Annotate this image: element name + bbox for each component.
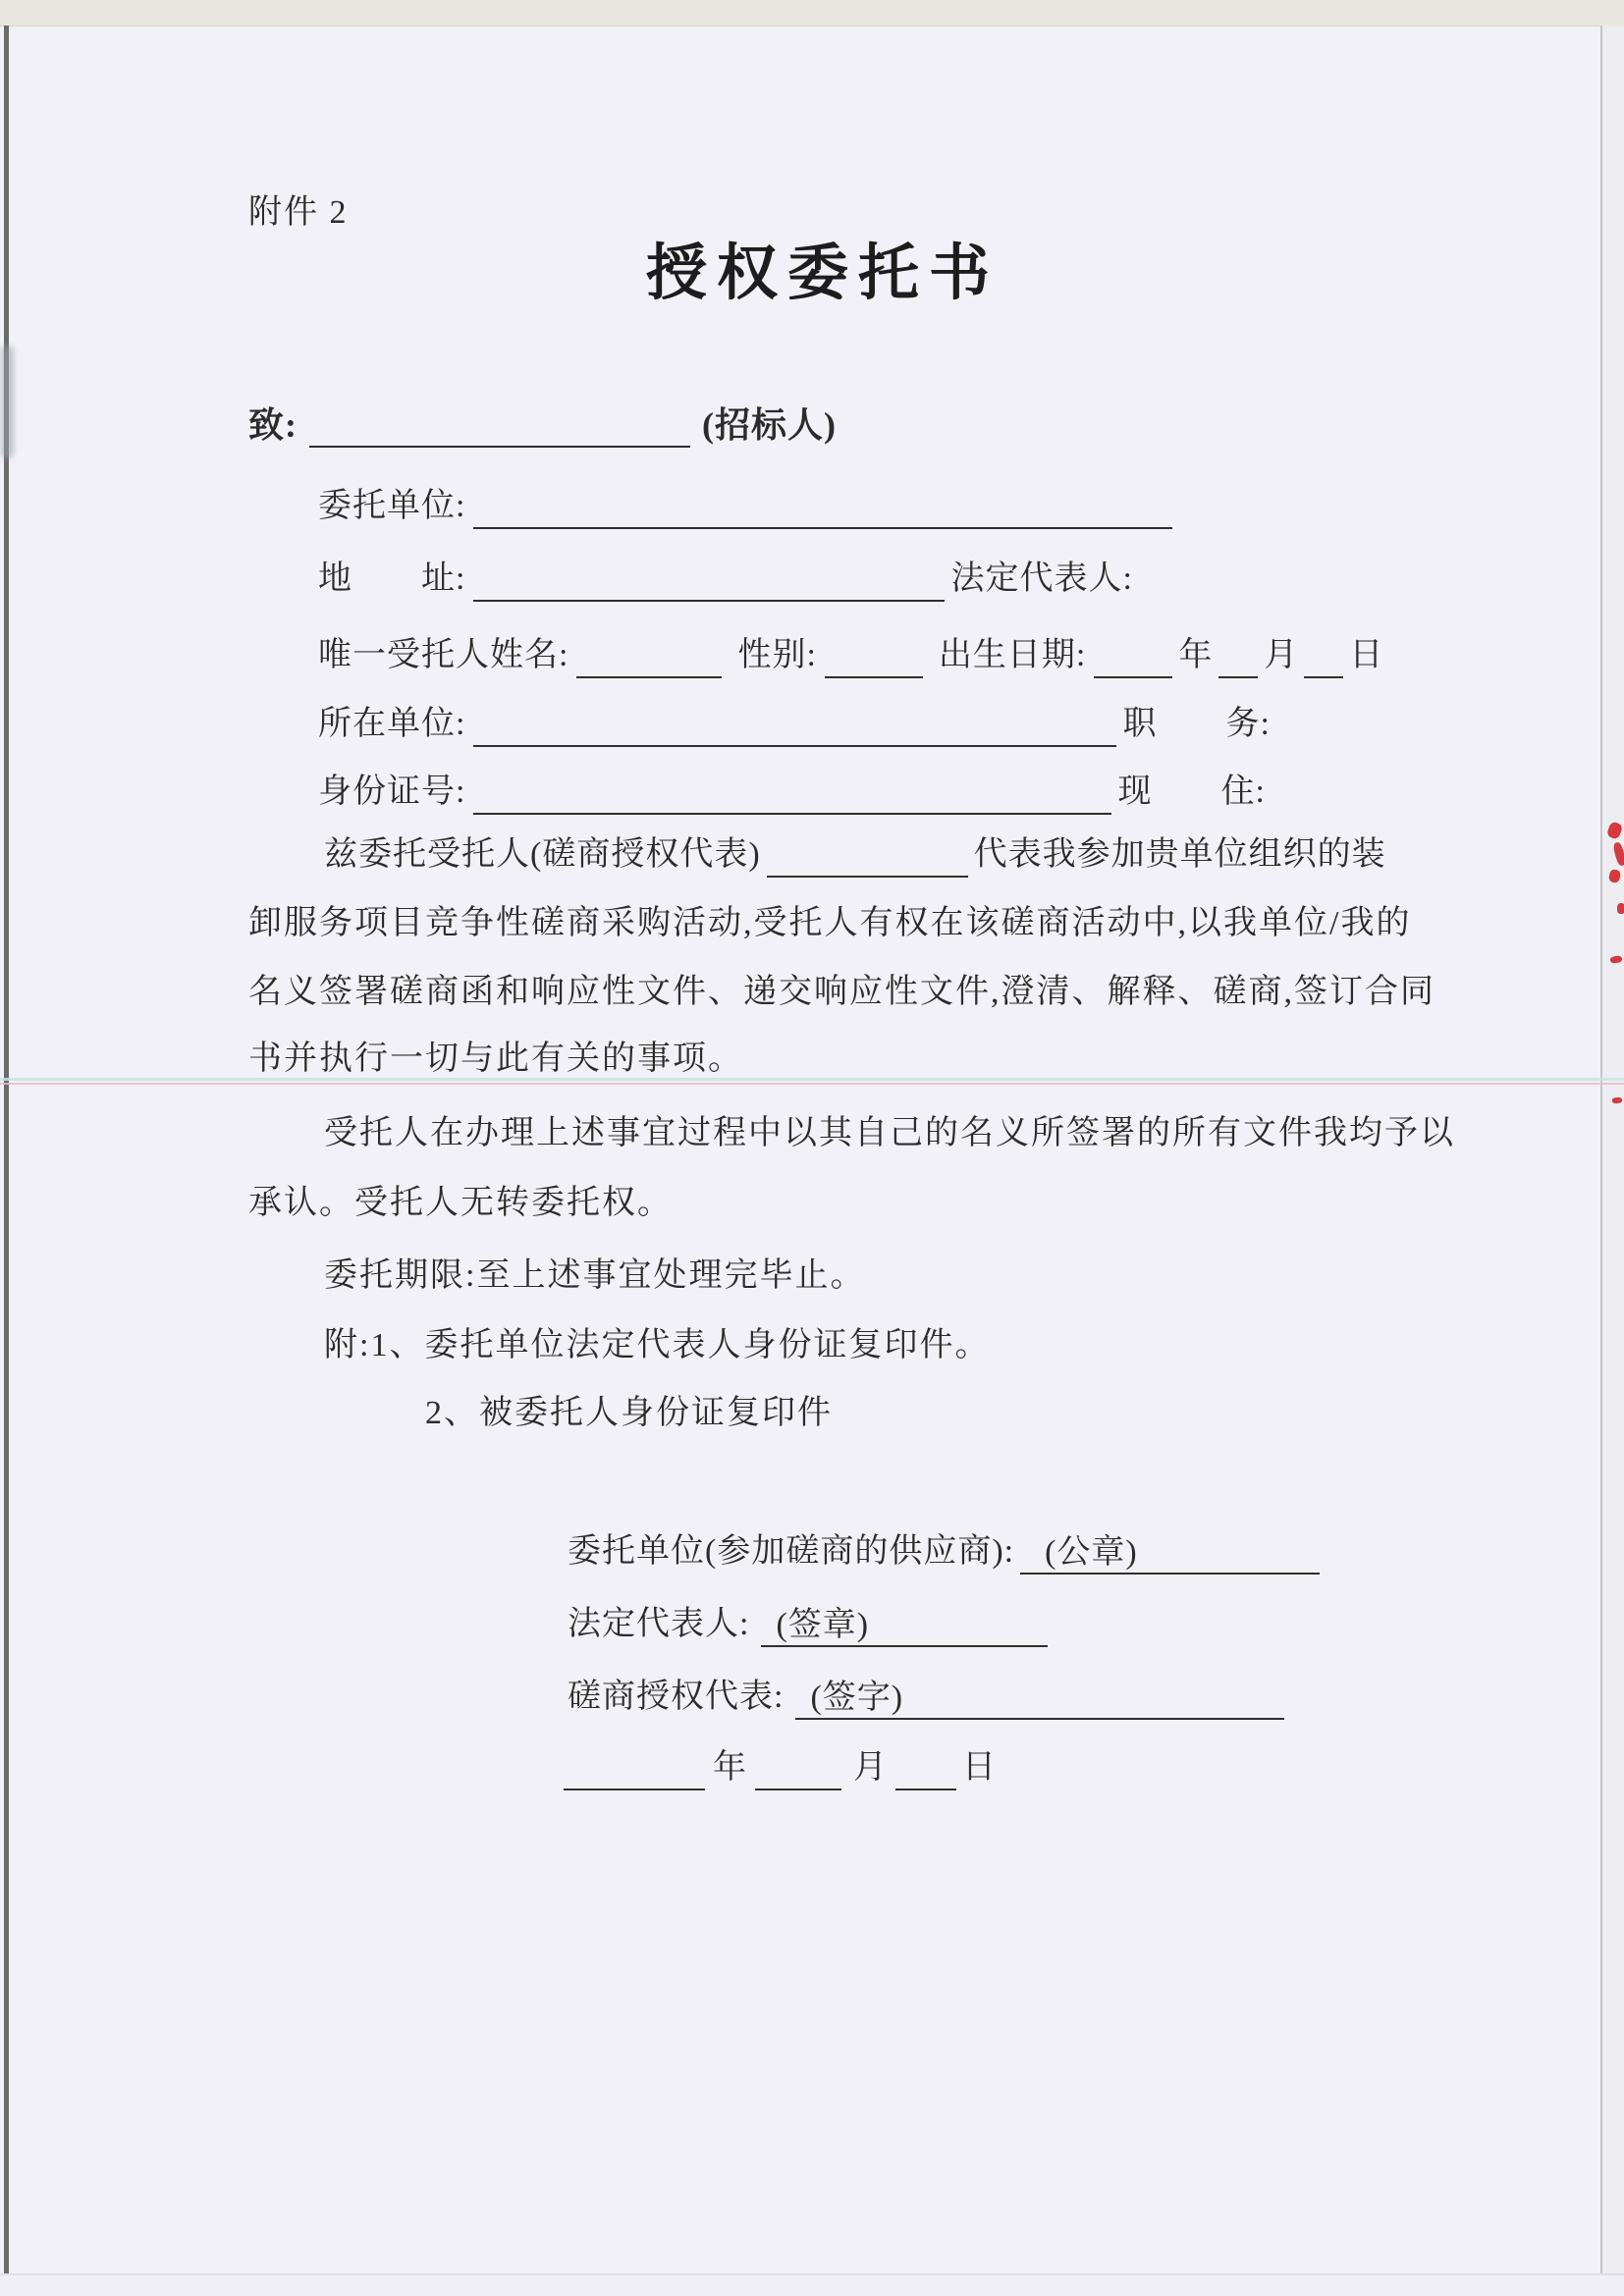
signature-date-line — [564, 1745, 997, 1790]
signature-legal-rep-line — [568, 1602, 1048, 1647]
work-unit-blank — [473, 704, 1116, 747]
attachment-item-1: 附:1、委托单位法定代表人身份证复印件。 — [324, 1327, 991, 1363]
paragraph1-line3: 名义签署磋商函和响应性文件、递交响应性文件,澄清、解释、磋商,签订合同 — [248, 974, 1435, 1010]
agent-sign-blank: (签字) — [795, 1677, 1284, 1720]
address-line — [318, 557, 1133, 602]
entrust-lead: 兹委托受托人(磋商授权代表) — [324, 836, 761, 873]
to-line — [248, 402, 837, 448]
term-line: 委托期限:至上述事宜处理完毕止。 — [324, 1257, 866, 1294]
recipient-note: (招标人) — [702, 405, 837, 445]
scan-smudge — [1, 346, 14, 458]
date-year-char: 年 — [713, 1749, 747, 1786]
signature-supplier-label: 委托单位(参加磋商的供应商): — [568, 1533, 1015, 1570]
attachment-label: 附件 2 — [248, 194, 349, 231]
paragraph2-line2: 承认。受托人无转委托权。 — [248, 1185, 673, 1221]
to-label: 致: — [248, 405, 298, 445]
page-right-margin-strip — [1602, 26, 1624, 2296]
gender-blank — [825, 635, 923, 678]
signature-agent-line — [568, 1675, 1284, 1720]
month-char: 月 — [1264, 637, 1299, 673]
entrust-tail: 代表我参加贵单位组织的装 — [973, 836, 1386, 873]
scan-artifact-line-cyan — [0, 1078, 1624, 1081]
entrust-unit-label: 委托单位: — [318, 488, 466, 524]
id-number-line — [318, 770, 1266, 815]
supplier-seal-blank: (公章) — [1020, 1531, 1320, 1575]
date-month-blank — [755, 1747, 841, 1790]
id-label: 身份证号: — [318, 774, 466, 810]
attachment-item-2: 2、被委托人身份证复印件 — [425, 1395, 833, 1431]
entrust-unit-blank — [473, 486, 1172, 529]
trustee-name-blank — [576, 635, 722, 678]
agent-name-blank — [767, 834, 968, 878]
date-month-char: 月 — [853, 1749, 888, 1786]
entrust-statement-line — [324, 832, 1386, 878]
signature-supplier-line — [568, 1529, 1320, 1575]
date-day-blank — [895, 1747, 956, 1790]
birth-month-blank — [1218, 635, 1258, 678]
scanner-background-band — [0, 0, 1624, 27]
signature-legal-rep-label: 法定代表人: — [568, 1606, 750, 1642]
page-title: 授权委托书 — [645, 240, 1000, 307]
legal-rep-label: 法定代表人: — [950, 561, 1133, 597]
signature-agent-label: 磋商授权代表: — [568, 1679, 785, 1715]
date-year-blank — [564, 1747, 705, 1790]
recipient-name-blank — [309, 404, 690, 448]
entrust-unit-line — [318, 484, 1172, 529]
red-ink-mark — [1617, 903, 1624, 914]
work-unit-label: 所在单位: — [318, 706, 466, 742]
page-bottom-strip — [0, 2275, 1624, 2296]
trustee-label: 唯一受托人姓名: — [318, 637, 569, 673]
id-number-blank — [473, 772, 1111, 815]
gender-label: 性别: — [737, 637, 817, 673]
paragraph1-line2: 卸服务项目竞争性磋商采购活动,受托人有权在该磋商活动中,以我单位/我的 — [248, 905, 1412, 941]
address-blank — [473, 559, 945, 602]
residence-label: 现 住: — [1117, 774, 1266, 810]
work-unit-line — [318, 702, 1271, 747]
birth-day-blank — [1304, 635, 1343, 678]
year-char: 年 — [1178, 637, 1214, 673]
birth-year-blank — [1094, 635, 1172, 678]
position-label: 职 务: — [1122, 706, 1271, 742]
scan-artifact-line-pink — [0, 1083, 1624, 1085]
address-label: 地 址: — [318, 561, 466, 597]
birth-label: 出生日期: — [938, 637, 1087, 673]
paragraph2-line1: 受托人在办理上述事宜过程中以其自己的名义所签署的所有文件我均予以 — [324, 1115, 1455, 1151]
paragraph1-line4: 书并执行一切与此有关的事项。 — [248, 1041, 743, 1077]
date-day-char: 日 — [962, 1749, 997, 1786]
legal-rep-seal-blank: (签章) — [761, 1604, 1048, 1647]
day-char: 日 — [1349, 637, 1384, 673]
trustee-line — [318, 633, 1383, 678]
